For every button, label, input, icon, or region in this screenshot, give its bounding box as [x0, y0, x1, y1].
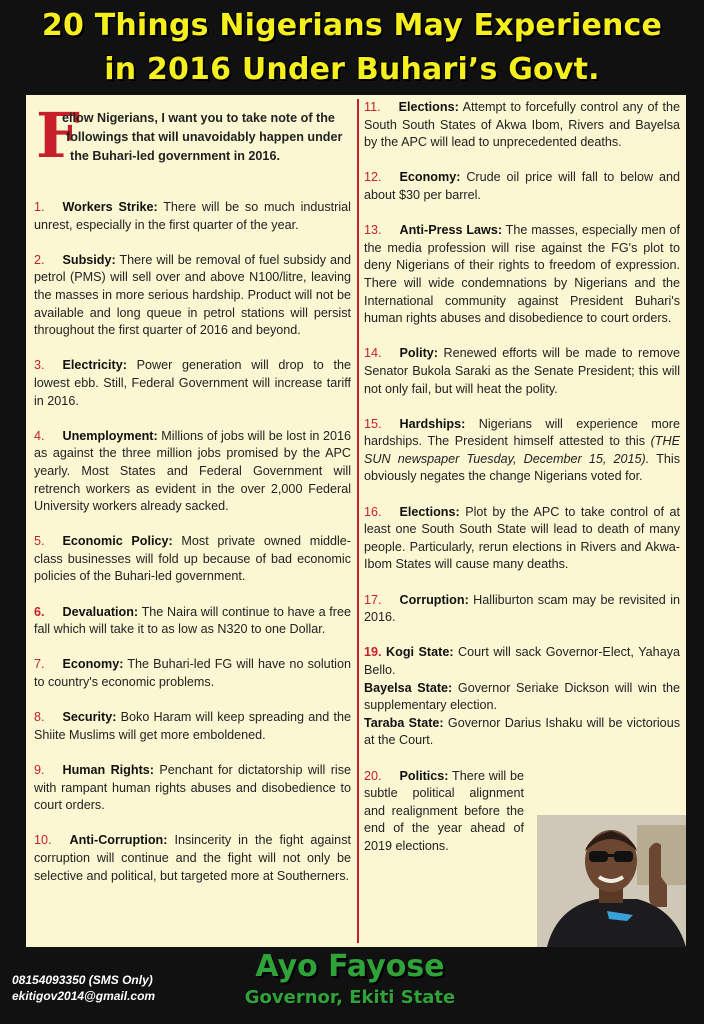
contact-phone: 08154093350 (SMS Only) — [12, 973, 153, 987]
item-text: There will be subtle political alignment and realignment before the end of the year ahead of 2019 elections. — [364, 768, 524, 853]
list-item — [364, 768, 524, 856]
item-number: 19. — [364, 645, 382, 660]
item-text: The masses, especially men of the media profession will rise against the FG's plot to deny Nigerians of their rights to freedom of expression. There will wide condemnations by Nigerians and the International community against President Buhari's human rights abuses and disobedience to court orders. — [364, 223, 680, 326]
item-text-tail: This obviously negates the change Nigerians voted for. — [364, 451, 680, 484]
right-column — [364, 99, 680, 873]
item-text: Insincerity in the fight against corruption will continue and the fight will not only be selective and political, but targeted more at Southerners. — [34, 833, 351, 883]
item-number: 15. — [364, 416, 382, 431]
signature-role: Governor, Ekiti State — [244, 987, 456, 1008]
list-item — [34, 832, 351, 885]
item-number: 16. — [364, 504, 382, 519]
item-text: Nigerians will experience more hardships. The President himself attested to this — [364, 416, 680, 449]
item-number: 7. — [34, 657, 45, 672]
item-heading: Hardships: — [399, 416, 466, 431]
item-number: 6. — [34, 604, 45, 619]
item-number: 10. — [34, 833, 52, 848]
item-19 — [364, 644, 680, 750]
left-column — [34, 95, 351, 903]
list-item — [34, 709, 351, 744]
item-heading: Anti-Corruption: — [69, 833, 168, 848]
list-item — [364, 222, 680, 328]
item-text: Millions of jobs will be lost in 2016 as against the three million jobs promised by the APC yearly. Most States and Federal Government will retrench workers as evident in the over 2,000 Federal University workers already sacked. — [34, 428, 351, 514]
list-item — [34, 604, 351, 639]
list-item — [34, 656, 351, 691]
item-heading: Politics: — [399, 768, 449, 783]
list-item — [34, 762, 351, 815]
item-number: 2. — [34, 252, 45, 267]
item-number: 13. — [364, 223, 382, 238]
list-item — [364, 504, 680, 574]
signature-name: Ayo Fayose — [255, 949, 445, 984]
list-item — [364, 169, 680, 204]
list-item — [34, 252, 351, 340]
title-line-1: 20 Things Nigerians May Experience — [41, 8, 663, 43]
item-text: Penchant for dictatorship will rise with rampant human rights abuses and disobedience to court orders. — [34, 763, 351, 813]
intro-line-2: followings that will unavoidably happen under — [66, 130, 343, 144]
item-text: There will be removal of fuel subsidy and petrol (PMS) will sell over and above N100/litre, leaving the masses in more serious hardship. Product will not be available and long queue in petrol stations will persist throughout the first quarter of 2016 and beyond. — [34, 252, 351, 338]
item-text: Attempt to forcefully control any of the South South States of Akwa Ibom, Rivers and Bayelsa by the APC will lead to unprecedented deaths. — [364, 100, 680, 150]
item-number: 17. — [364, 592, 382, 607]
item-heading: Security: — [62, 710, 117, 725]
item-text: Court will sack Governor-Elect, Yahaya Bello. — [364, 645, 680, 677]
item-heading: Electricity: — [62, 358, 127, 373]
list-item — [34, 357, 351, 410]
contact-info — [12, 972, 155, 1004]
item-text: There will be so much industrial unrest, especially in the first quarter of the year. — [34, 200, 351, 232]
intro — [34, 99, 351, 187]
item-text: The Naira will continue to have a free fall which will take it to as low as N320 to one Dollar. — [34, 604, 351, 637]
column-divider — [357, 99, 359, 943]
item-number: 12. — [364, 170, 382, 185]
item-number: 20. — [364, 768, 382, 783]
item-19-taraba — [364, 715, 680, 750]
item-text: Crude oil price will fall to below and about $30 per barrel. — [364, 170, 680, 202]
list-item — [364, 416, 680, 486]
item-heading: Subsidy: — [62, 252, 116, 267]
item-heading: Taraba State: — [364, 715, 444, 730]
item-number: 9. — [34, 763, 45, 777]
intro-text — [62, 109, 354, 166]
list-item — [364, 345, 680, 398]
poster-title — [0, 4, 704, 92]
title-line-2: in 2016 Under Buhari’s Govt. — [104, 52, 600, 87]
item-text: Halliburton scam may be revisited in 2016. — [364, 592, 680, 625]
item-heading: Economy: — [399, 170, 461, 185]
item-heading: Bayelsa State: — [364, 680, 453, 695]
item-number: 5. — [34, 534, 45, 549]
item-heading: Economy: — [62, 657, 124, 672]
item-heading: Elections: — [398, 100, 459, 114]
item-number: 8. — [34, 710, 45, 725]
item-number: 1. — [34, 200, 45, 214]
item-heading: Anti-Press Laws: — [399, 223, 503, 238]
list-item — [34, 533, 351, 586]
item-heading: Corruption: — [399, 592, 469, 607]
list-item — [34, 199, 351, 234]
item-text: Power generation will drop to the lowest ebb. Still, Federal Government will increase tariff in 2016. — [34, 358, 351, 408]
list-item — [34, 428, 351, 516]
item-text: Boko Haram will keep spreading and the Shiite Muslims will get more emboldened. — [34, 710, 351, 742]
intro-line-3: the Buhari-led government in 2016. — [70, 149, 280, 163]
item-heading: Elections: — [399, 504, 460, 519]
item-heading: Human Rights: — [62, 763, 154, 777]
contact-email: ekitigov2014@gmail.com — [12, 989, 156, 1003]
item-heading: Unemployment: — [62, 428, 158, 443]
item-heading: Economic Policy: — [62, 534, 173, 549]
content-panel — [26, 95, 686, 947]
item-text: Renewed efforts will be made to remove Senator Bukola Saraki as the Senate President; this will not only fail, but will heat the polity. — [364, 346, 680, 396]
intro-line-1: ellow Nigerians, I want you to take note of the — [62, 111, 335, 125]
item-heading: Workers Strike: — [62, 200, 158, 214]
item-text: Most private owned middle-class businesses will fold up because of bad economic policies of the Buhari-led government. — [34, 534, 351, 584]
item-citation: (THE SUN newspaper Tuesday, December 15, 2015). — [364, 434, 680, 466]
list-item — [364, 99, 680, 152]
item-text: Governor Darius Ishaku will be victorious at the Court. — [364, 715, 680, 748]
item-19-bayelsa — [364, 680, 680, 715]
item-number: 11. — [364, 100, 381, 114]
list-item — [364, 592, 680, 627]
item-number: 14. — [364, 346, 382, 361]
item-number: 3. — [34, 358, 45, 373]
governor-photo — [537, 815, 686, 947]
item-heading: Kogi State: — [386, 645, 454, 660]
item-number: 4. — [34, 428, 45, 443]
item-text: Governor Seriake Dickson will win the supplementary election. — [364, 680, 680, 713]
drop-cap: F — [36, 99, 81, 172]
item-heading: Devaluation: — [62, 604, 139, 619]
portrait-illustration — [537, 815, 686, 947]
item-19-kogi — [364, 644, 680, 679]
item-text: The Buhari-led FG will have no solution to country's economic problems. — [34, 657, 351, 690]
item-heading: Polity: — [399, 346, 438, 361]
item-text: Plot by the APC to take control of at least one South South State will lead to death of many people. Particularly, rerun elections in Rivers and Akwa-Ibom States will cause many deaths. — [364, 504, 680, 572]
